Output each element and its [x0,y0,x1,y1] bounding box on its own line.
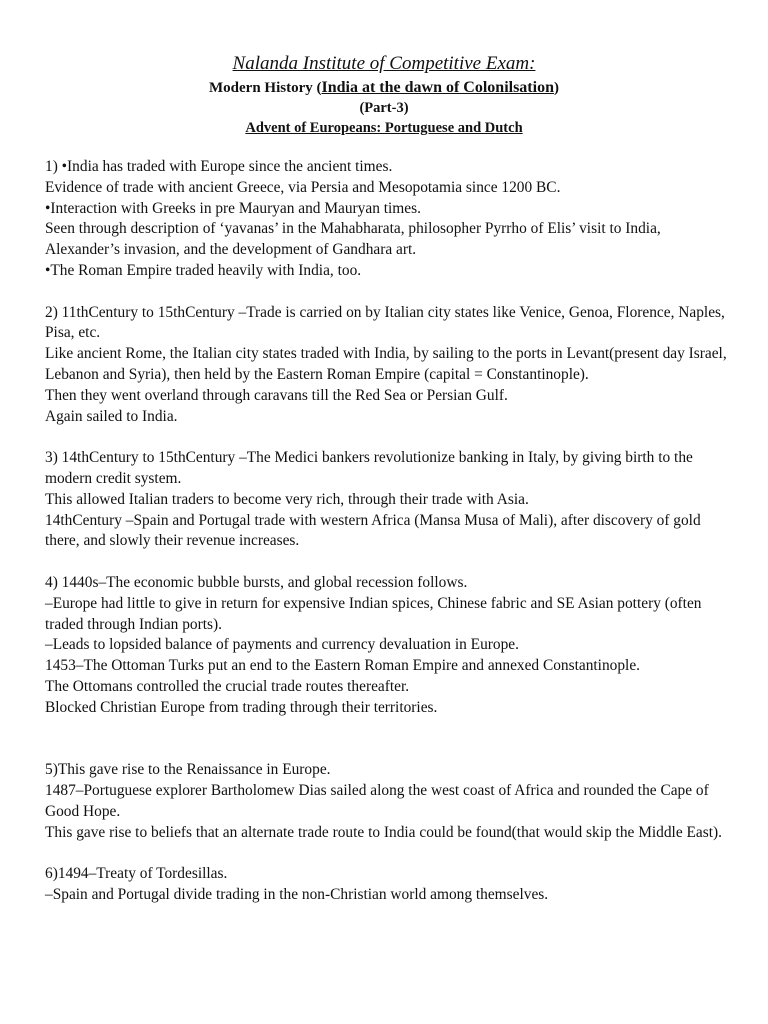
section-6 [45,864,735,906]
section-3 [45,448,735,552]
text-line: 2) 11thCentury to 15thCentury –Trade is carried on by Italian city states like Venice, Genoa, Florence, Naples, Pisa, etc. [45,303,725,342]
text-line: This allowed Italian traders to become very rich, through their trade with Asia. [45,490,529,508]
text-line: This gave rise to beliefs that an alternate trade route to India could be found(that would skip the Middle East). [45,823,722,841]
text-line: 5)This gave rise to the Renaissance in Europe. [45,761,331,779]
subject-suffix: ) [553,80,559,96]
text-line: •The Roman Empire traded heavily with India, too. [45,261,362,279]
text-line: –Leads to lopsided balance of payments and currency devaluation in Europe. [45,636,519,654]
document-body [45,157,735,926]
text-line: –Europe had little to give in return for expensive Indian spices, Chinese fabric and SE Asian pottery (often traded through Indian ports). [45,594,702,633]
text-line: Then they went overland through caravans till the Red Sea or Persian Gulf. [45,386,508,404]
section-4 [45,573,735,719]
section-1 [45,157,735,282]
text-line: Again sailed to India. [45,407,178,425]
section-heading: Advent of Europeans: Portuguese and Dutch [245,120,523,136]
text-line: Blocked Christian Europe from trading through their territories. [45,698,438,716]
section-2 [45,303,735,428]
subject-topic: India at the dawn of Colonilsation [321,79,554,96]
section-5 [45,760,735,843]
text-line: The Ottomans controlled the crucial trade routes thereafter. [45,677,410,695]
institute-title: Nalanda Institute of Competitive Exam: [232,53,536,74]
text-line: 4) 1440s–The economic bubble bursts, and global recession follows. [45,573,468,591]
text-line: •Interaction with Greeks in pre Mauryan and Mauryan times. [45,199,421,217]
text-line: Like ancient Rome, the Italian city states traded with India, by sailing to the ports in Levant(present day Israel, Lebanon and Syria), then held by the Eastern Roman Empire (capital = Constantinople). [45,345,727,383]
text-line: 6)1494–Treaty of Tordesillas. [45,865,228,883]
text-line: –Spain and Portugal divide trading in the non-Christian world among themselves. [45,885,549,903]
subject-line [0,78,768,98]
text-line: 1) •India has traded with Europe since the ancient times. [45,158,393,175]
document-header [0,52,768,138]
text-line: 1453–The Ottoman Turks put an end to the Eastern Roman Empire and annexed Constantinople. [45,657,641,675]
text-line: 14thCentury –Spain and Portugal trade with western Africa (Mansa Musa of Mali), after discovery of gold there, and slowly their revenue increases. [45,511,701,550]
text-line: 1487–Portuguese explorer Bartholomew Dias sailed along the west coast of Africa and rounded the Cape of Good Hope. [45,781,709,820]
subject-prefix: Modern History ( [209,80,322,96]
text-line: Evidence of trade with ancient Greece, via Persia and Mesopotamia since 1200 BC. [45,178,561,196]
part-label: (Part-3) [359,100,409,116]
text-line: Seen through description of ‘yavanas’ in the Mahabharata, philosopher Pyrrho of Elis’ visit to India, Alexander’s invasion, and the development of Gandhara art. [45,220,661,259]
text-line: 3) 14thCentury to 15thCentury –The Medici bankers revolutionize banking in Italy, by giving birth to the modern credit system. [45,449,693,487]
